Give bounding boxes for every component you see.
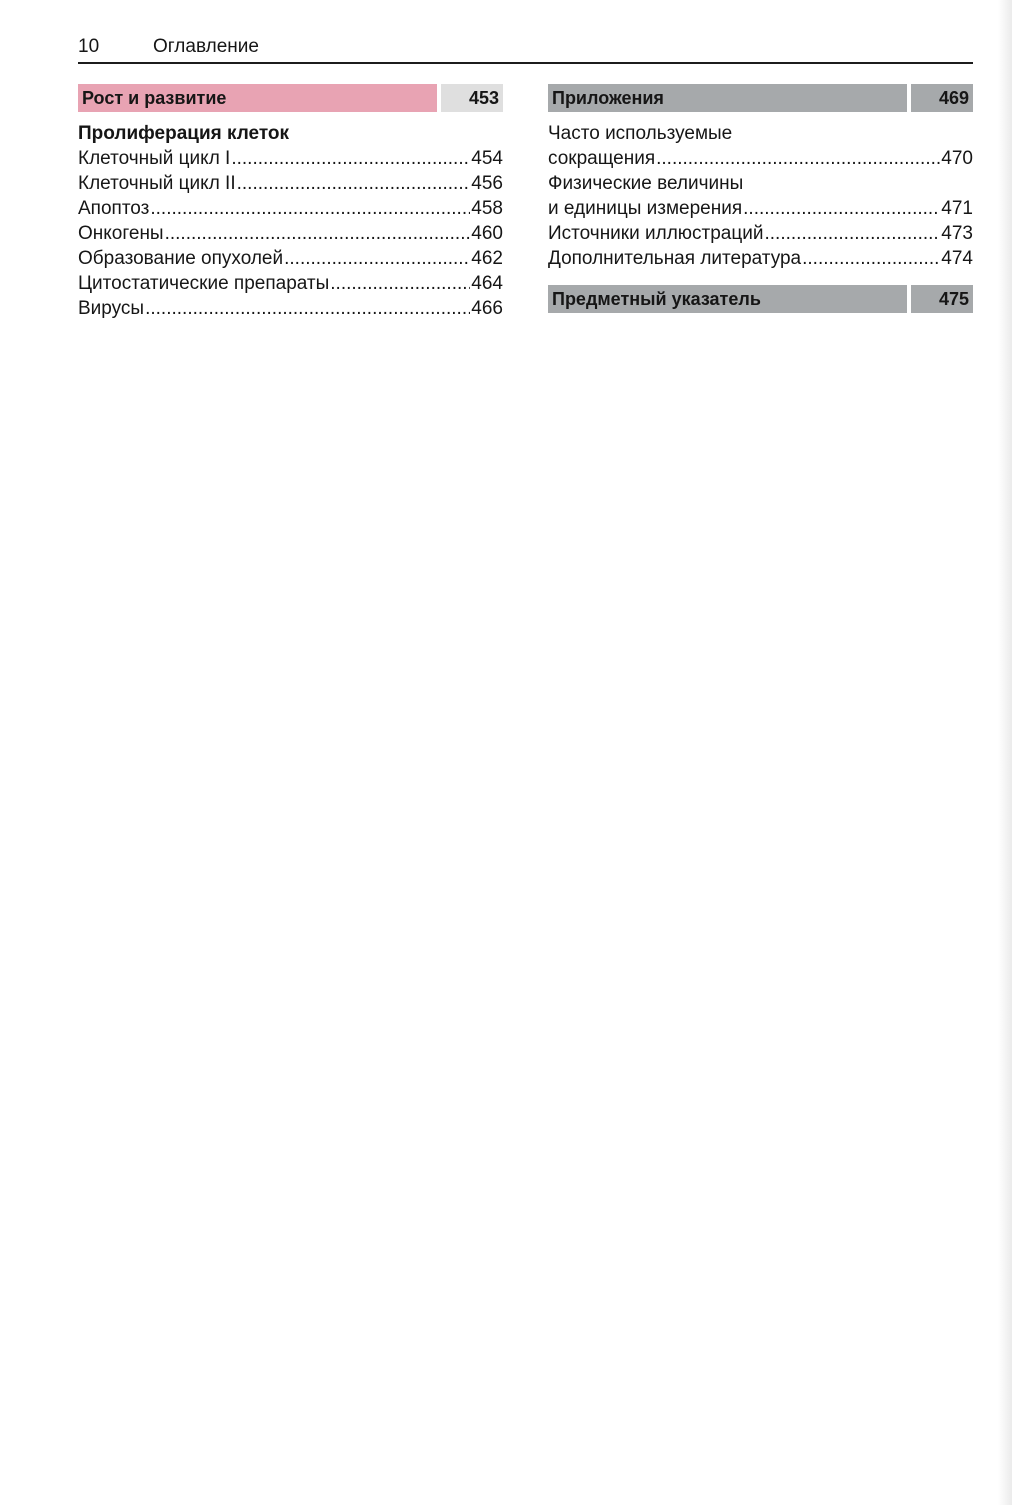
band-label: Рост и развитие [78, 84, 437, 112]
band-page: 469 [911, 84, 973, 112]
header-rule [78, 62, 973, 64]
toc-entry-page: 474 [941, 248, 973, 269]
toc-right-column [548, 84, 973, 313]
dot-leader [284, 246, 470, 271]
toc-entry[interactable] [78, 246, 503, 271]
toc-entry-page: 473 [941, 223, 973, 244]
dot-leader [145, 296, 470, 321]
band-label: Предметный указатель [548, 285, 907, 313]
toc-left-column [78, 84, 503, 321]
toc-entry-page: 456 [471, 173, 503, 194]
toc-entry-label: сокращения [548, 148, 656, 169]
toc-entry-label: и единицы измерения [548, 198, 743, 219]
page-edge-shade [998, 0, 1012, 1505]
toc-entry-page: 471 [941, 198, 973, 219]
running-header [78, 36, 973, 62]
dot-leader [743, 196, 940, 221]
toc-entry-label: Вирусы [78, 298, 145, 319]
toc-entry-first-line: Физические величины [548, 173, 744, 194]
toc-band-appendix[interactable] [548, 84, 973, 112]
toc-band-growth[interactable] [78, 84, 503, 112]
toc-entry[interactable] [548, 146, 973, 171]
toc-entry[interactable] [78, 271, 503, 296]
toc-entry-first-line: Часто используемые [548, 123, 733, 144]
toc-entry[interactable] [78, 296, 503, 321]
toc-band-index[interactable] [548, 285, 973, 313]
dot-leader [237, 171, 471, 196]
toc-entry[interactable] [548, 221, 973, 246]
toc-entry-label: Клеточный цикл II [78, 173, 236, 194]
toc-entry-label: Источники иллюстраций [548, 223, 764, 244]
toc-entry[interactable] [548, 246, 973, 271]
toc-entry[interactable] [548, 196, 973, 221]
toc-entry[interactable] [78, 146, 503, 171]
dot-leader [656, 146, 940, 171]
dot-leader [765, 221, 941, 246]
dot-leader [231, 146, 470, 171]
section-title: Пролиферация клеток [78, 123, 290, 144]
dot-leader [330, 271, 470, 296]
toc-entry-label: Онкогены [78, 223, 164, 244]
band-label: Приложения [548, 84, 907, 112]
toc-entry-page: 460 [471, 223, 503, 244]
toc-entry-label: Дополнительная литература [548, 248, 802, 269]
toc-entry[interactable] [78, 196, 503, 221]
toc-entry-label: Клеточный цикл I [78, 148, 231, 169]
dot-leader [802, 246, 940, 271]
toc-entry[interactable] [78, 171, 503, 196]
toc-entry-page: 454 [471, 148, 503, 169]
toc-entry-page: 458 [471, 198, 503, 219]
running-title: Оглавление [153, 36, 259, 57]
band-page: 475 [911, 285, 973, 313]
band-page: 453 [441, 84, 503, 112]
dot-leader [165, 221, 471, 246]
toc-entry-page: 466 [471, 298, 503, 319]
toc-entry-page: 462 [471, 248, 503, 269]
toc-entry-page: 464 [471, 273, 503, 294]
toc-entry[interactable] [78, 221, 503, 246]
toc-entry-label: Образование опухолей [78, 248, 284, 269]
toc-entry-label: Апоптоз [78, 198, 150, 219]
dot-leader [150, 196, 470, 221]
toc-entry-label: Цитостатические препараты [78, 273, 330, 294]
toc-entry-page: 470 [941, 148, 973, 169]
page-number: 10 [78, 36, 100, 57]
